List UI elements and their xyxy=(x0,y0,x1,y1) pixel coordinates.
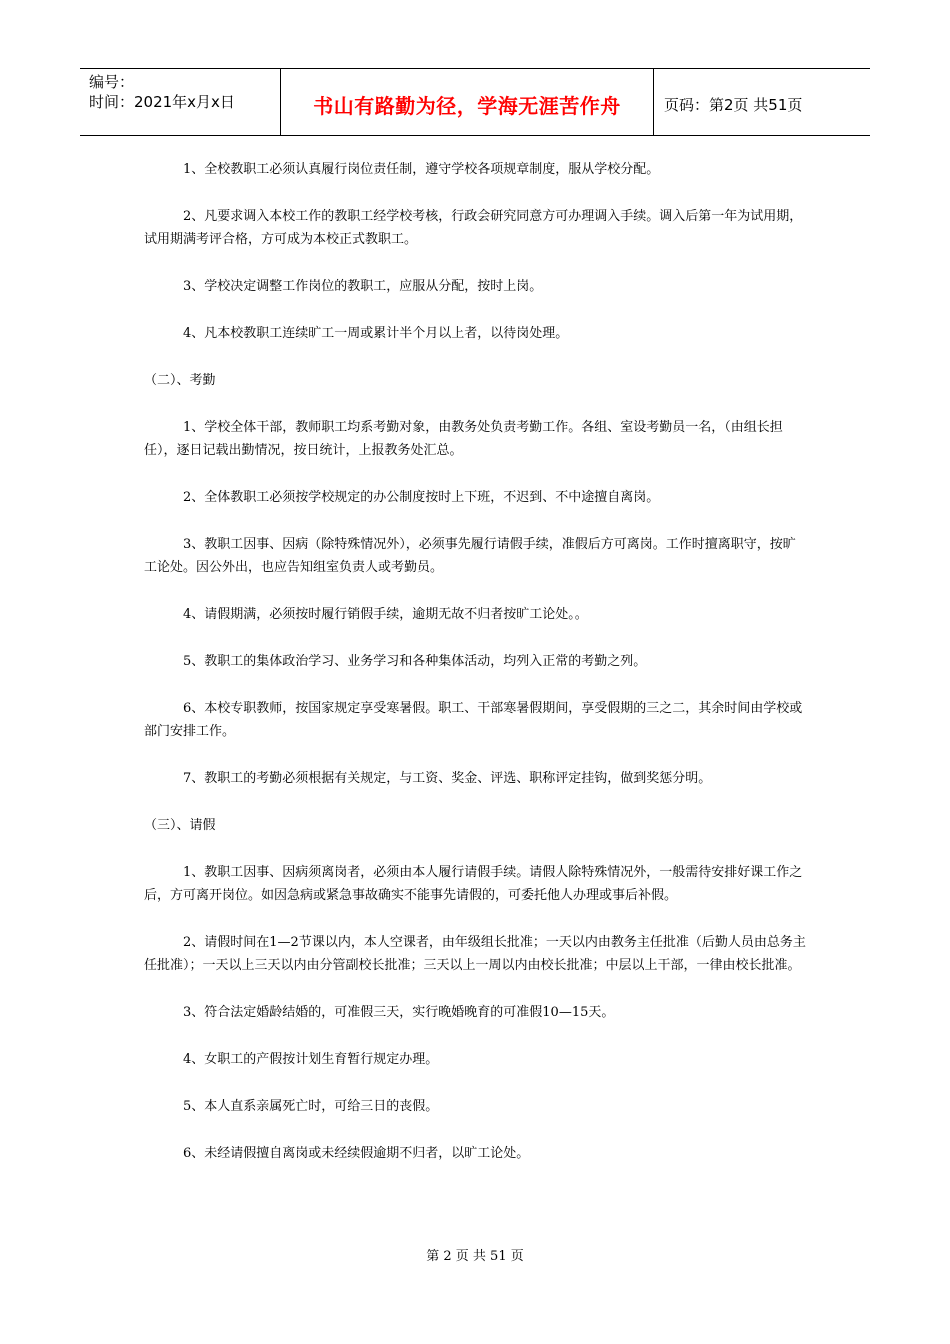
paragraph: 4、女职工的产假按计划生育暂行规定办理。 xyxy=(183,1052,439,1067)
paragraph: 2、凡要求调入本校工作的教职工经学校考核，行政会研究同意方可办理调入手续。调入后第一年为试用期，试用期满考评合格，方可成为本校正式教职工。 xyxy=(144,209,803,247)
section-heading-leave: （三）、请假 xyxy=(144,818,216,833)
paragraph: 3、符合法定婚龄结婚的，可准假三天，实行晚婚晚育的可准假10—15天。 xyxy=(183,1005,615,1020)
paragraph: 1、教职工因事、因病须离岗者，必须由本人履行请假手续。请假人除特殊情况外，一般需待安排好课工作之后，方可离开岗位。如因急病或紧急事故确实不能事先请假的，可委托他人办理或事后补假。 xyxy=(144,865,803,903)
paragraph: 6、未经请假擅自离岗或未经续假逾期不归者，以旷工论处。 xyxy=(183,1146,530,1161)
footer-page-number: 第 2 页 共 51 页 xyxy=(426,1249,524,1264)
paragraph: 2、请假时间在1—2节课以内，本人空课者，由年级组长批准；一天以内由教务主任批准（后勤人员由总务主任批准）；一天以上三天以内由分管副校长批准；三天以上一周以内由校长批准；中层以上干部，一律由校长批准。 xyxy=(144,935,806,973)
document-number-label: 编号： xyxy=(89,73,135,91)
paragraph: 4、凡本校教职工连续旷工一周或累计半个月以上者，以待岗处理。 xyxy=(183,326,569,341)
paragraph: 2、全体教职工必须按学校规定的办公制度按时上下班，不迟到、不中途擅自离岗。 xyxy=(183,490,660,505)
document-time-label: 时间：2021年x月x日 xyxy=(89,93,235,111)
paragraph: 6、本校专职教师，按国家规定享受寒暑假。职工、干部寒暑假期间，享受假期的三之二，其余时间由学校或部门安排工作。 xyxy=(144,701,803,739)
header-page-info xyxy=(654,69,870,135)
paragraph: 3、学校决定调整工作岗位的教职工，应服从分配，按时上岗。 xyxy=(183,279,543,294)
paragraph: 4、请假期满，必须按时履行销假手续，逾期无故不归者按旷工论处。。 xyxy=(183,607,588,622)
paragraph: 1、全校教职工必须认真履行岗位责任制，遵守学校各项规章制度，服从学校分配。 xyxy=(183,162,660,177)
paragraph: 5、教职工的集体政治学习、业务学习和各种集体活动，均列入正常的考勤之列。 xyxy=(183,654,647,669)
page-footer xyxy=(0,1245,950,1264)
paragraph: 5、本人直系亲属死亡时，可给三日的丧假。 xyxy=(183,1099,439,1114)
header-meta xyxy=(80,69,281,135)
paragraph: 7、教职工的考勤必须根据有关规定，与工资、奖金、评选、职称评定挂钩，做到奖惩分明。 xyxy=(183,771,712,786)
document-body xyxy=(144,158,806,1189)
header-motto-cell xyxy=(281,69,654,135)
section-heading-attendance: （二）、考勤 xyxy=(144,373,216,388)
page-header xyxy=(80,68,870,136)
header-motto: 书山有路勤为径，学海无涯苦作舟 xyxy=(313,93,621,118)
page-info-text: 页码：第2页 共51页 xyxy=(664,95,803,114)
paragraph: 3、教职工因事、因病（除特殊情况外），必须事先履行请假手续，准假后方可离岗。工作时擅离职守，按旷工论处。因公外出，也应告知组室负责人或考勤员。 xyxy=(144,537,796,575)
paragraph: 1、学校全体干部，教师职工均系考勤对象，由教务处负责考勤工作。各组、室设考勤员一名，（由组长担任），逐日记载出勤情况，按日统计，上报教务处汇总。 xyxy=(144,420,783,458)
